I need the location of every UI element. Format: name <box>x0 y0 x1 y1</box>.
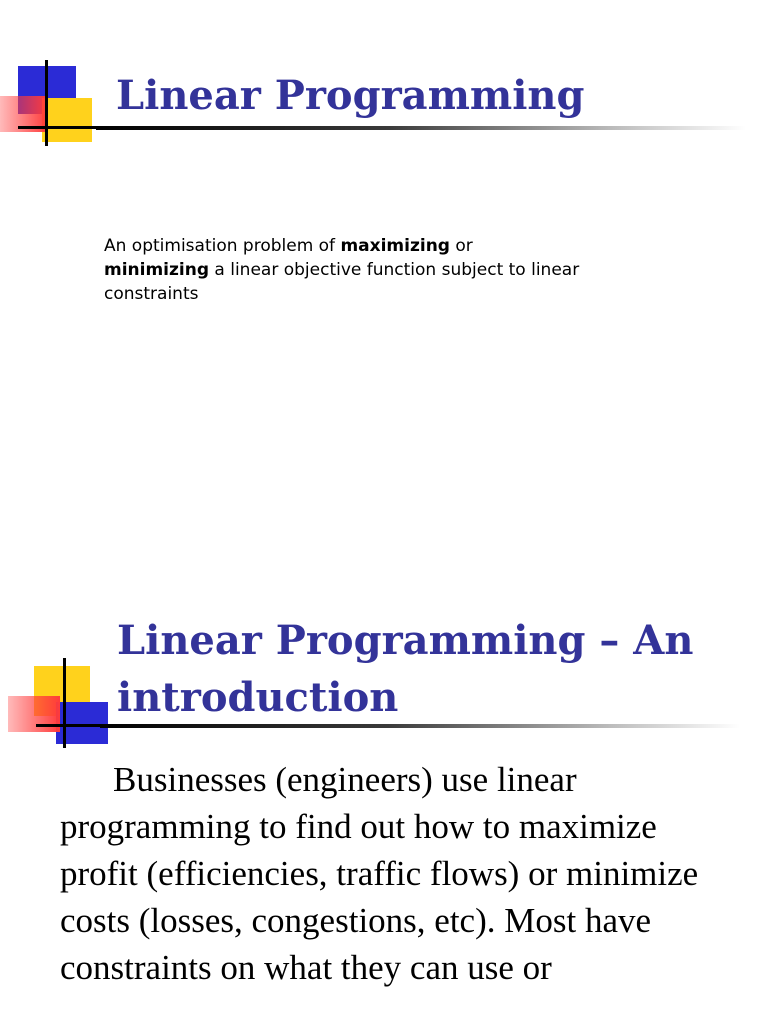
logo-vertical-line <box>63 658 66 748</box>
body-paragraph: Businesses (engineers) use linear programming to find out how to maximize profit (efficiencies, traffic flows) or minimize costs (losses, congestions, etc). Most have constraints on what they can use or <box>60 760 699 987</box>
definition-part-1: An optimisation problem of <box>104 236 341 256</box>
logo-vertical-line <box>45 60 48 146</box>
title-underline <box>96 126 746 130</box>
logo-yellow-block <box>42 98 92 142</box>
logo-horizontal-line <box>18 126 100 129</box>
slide-logo-icon <box>0 60 100 150</box>
slide-title: Linear Programming – An introduction <box>117 617 694 721</box>
slide-title: Linear Programming <box>116 72 585 119</box>
definition-part-2: or <box>449 236 473 256</box>
definition-text <box>104 234 624 306</box>
slide-logo-icon <box>8 658 112 750</box>
definition-bold-minimizing: minimizing <box>104 260 210 280</box>
definition-bold-maximizing: maximizing <box>340 236 450 256</box>
slide-2 <box>0 600 768 1024</box>
definition-part-3: a linear objective function subject to linear constraints <box>104 260 580 304</box>
